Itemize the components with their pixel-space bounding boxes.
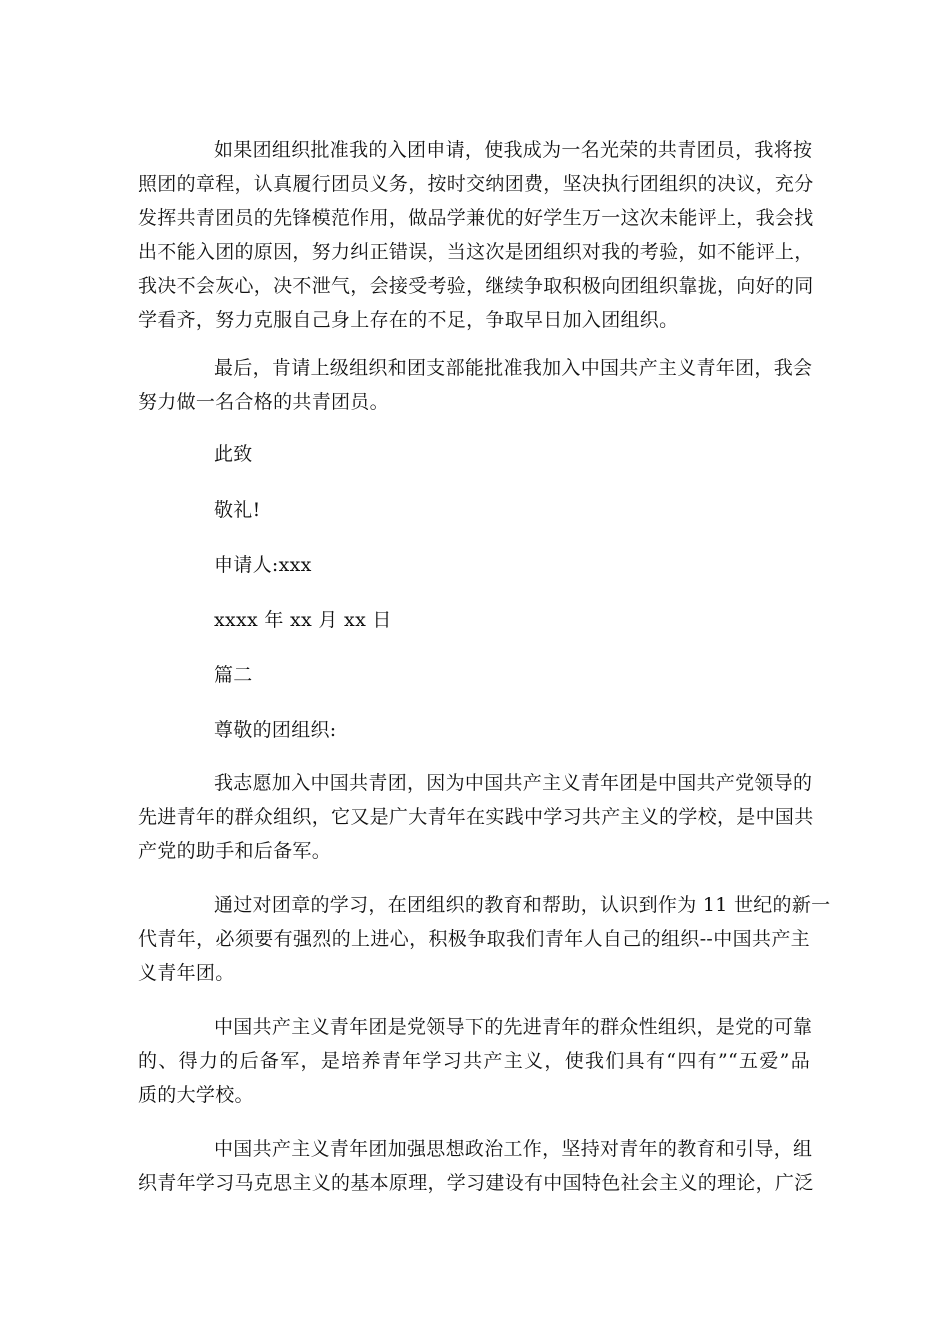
text-line: 中国共产主义青年团加强思想政治工作，坚持对青年的教育和引导，组	[214, 1138, 813, 1160]
text-line: 努力做一名合格的共青团员。	[138, 391, 389, 413]
text-line: 代青年，必须要有强烈的上进心，积极争取我们青年人自己的组织--中国共产主	[138, 928, 810, 950]
text-line: 通过对团章的学习，在团组织的教育和帮助，认识到作为 11 世纪的新一	[214, 894, 831, 916]
text-line: 先进青年的群众组织，它又是广大青年在实践中学习共产主义的学校，是中国共	[138, 806, 814, 828]
paragraph-volunteer-reason	[138, 766, 814, 868]
paragraph-study-charter	[138, 888, 831, 990]
paragraph-final-request	[138, 351, 813, 419]
text-line: 质的大学校。	[138, 1084, 254, 1106]
text-line: 照团的章程，认真履行团员义务，按时交纳团费，坚决执行团组织的决议，充分	[138, 173, 814, 195]
applicant-signature: 申请人:xxx	[214, 554, 312, 576]
text-line: 中国共产主义青年团是党领导下的先进青年的群众性组织，是党的可靠	[214, 1016, 813, 1038]
section-heading: 篇二	[214, 664, 253, 686]
paragraph-admission-commitment	[138, 133, 814, 337]
text-line: 发挥共青团员的先锋模范作用，做品学兼优的好学生万一这次未能评上，我会找	[138, 207, 814, 229]
application-date: xxxx 年 xx 月 xx 日	[214, 609, 392, 631]
salutation: 此致	[214, 443, 253, 465]
text-line: 如果团组织批准我的入团申请，使我成为一名光荣的共青团员，我将按	[214, 139, 813, 161]
text-line: 织青年学习马克思主义的基本原理，学习建设有中国特色社会主义的理论，广泛	[138, 1172, 814, 1194]
text-line: 学看齐，努力克服自己身上存在的不足，争取早日加入团组织。	[138, 309, 679, 331]
text-line: 我志愿加入中国共青团，因为中国共产主义青年团是中国共产党领导的	[214, 772, 813, 794]
greeting: 尊敬的团组织:	[214, 719, 337, 741]
regards: 敬礼!	[214, 499, 261, 521]
text-line: 产党的助手和后备军。	[138, 840, 332, 862]
text-line: 义青年团。	[138, 962, 235, 984]
text-line: 的、得力的后备军，是培养青年学习共产主义，使我们具有“四有”“五爱”品	[138, 1050, 810, 1072]
text-line: 最后，肯请上级组织和团支部能批准我加入中国共产主义青年团，我会	[214, 357, 813, 379]
text-line: 我决不会灰心，决不泄气，会接受考验，继续争取积极向团组织靠拢，向好的同	[138, 275, 814, 297]
paragraph-league-nature	[138, 1010, 813, 1112]
paragraph-political-work	[138, 1132, 814, 1200]
text-line: 出不能入团的原因，努力纠正错误，当这次是团组织对我的考验，如不能评上，	[138, 241, 814, 263]
